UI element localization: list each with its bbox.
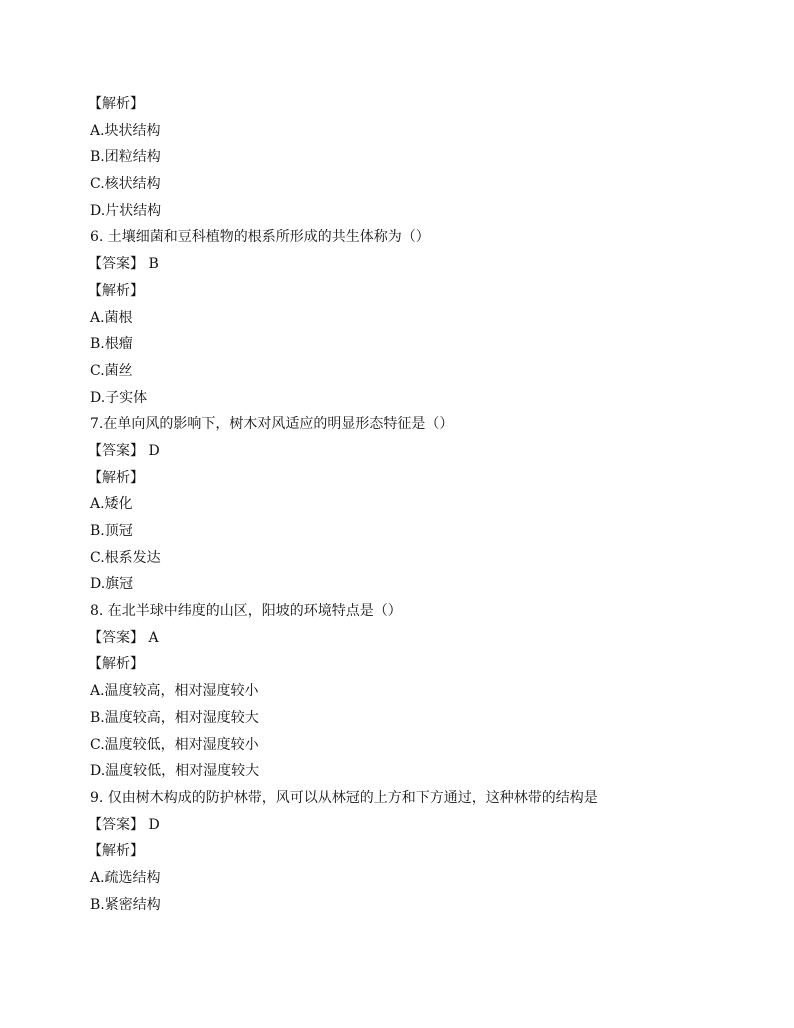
option-a: A.疏选结构 <box>90 869 161 886</box>
option-b: B.紧密结构 <box>90 896 161 913</box>
option-d: D.子实体 <box>90 389 148 406</box>
option-c: C.根系发达 <box>90 549 161 566</box>
answer-7: 【答案】 D <box>88 442 160 459</box>
option-b: B.根瘤 <box>90 336 133 353</box>
option-d: D.片状结构 <box>90 202 162 219</box>
answer-8: 【答案】 A <box>88 629 159 646</box>
analysis-heading: 【解析】 <box>88 656 144 673</box>
option-a: A.块状结构 <box>90 122 161 139</box>
option-b: B.团粒结构 <box>90 149 161 166</box>
option-c: C.温度较低，相对湿度较小 <box>90 736 259 753</box>
analysis-heading: 【解析】 <box>88 469 144 486</box>
question-8: 8. 在北半球中纬度的山区，阳坡的环境特点是（） <box>90 603 402 620</box>
question-7: 7.在单向风的影响下，树木对风适应的明显形态特征是（） <box>90 416 454 433</box>
question-9: 9. 仅由树木构成的防护林带，风可以从林冠的上方和下方通过，这种林带的结构是 <box>90 789 598 806</box>
analysis-heading: 【解析】 <box>88 843 144 860</box>
option-d: D.旗冠 <box>90 576 134 593</box>
option-a: A.菌根 <box>90 309 133 326</box>
option-b: B.顶冠 <box>90 523 133 539</box>
answer-9: 【答案】 D <box>88 816 160 833</box>
option-a: A.矮化 <box>90 496 133 513</box>
option-b: B.温度较高，相对湿度较大 <box>90 709 259 726</box>
document-text-body <box>90 91 730 918</box>
question-6: 6. 土壤细菌和豆科植物的根系所形成的共生体称为（） <box>90 229 430 246</box>
option-a: A.温度较高，相对湿度较小 <box>90 683 259 700</box>
analysis-heading: 【解析】 <box>88 96 144 112</box>
option-d: D.温度较低，相对湿度较大 <box>90 763 260 780</box>
option-c: C.菌丝 <box>90 362 133 379</box>
answer-6: 【答案】 B <box>88 256 159 273</box>
analysis-heading: 【解析】 <box>88 282 144 299</box>
option-c: C.核状结构 <box>90 176 161 193</box>
